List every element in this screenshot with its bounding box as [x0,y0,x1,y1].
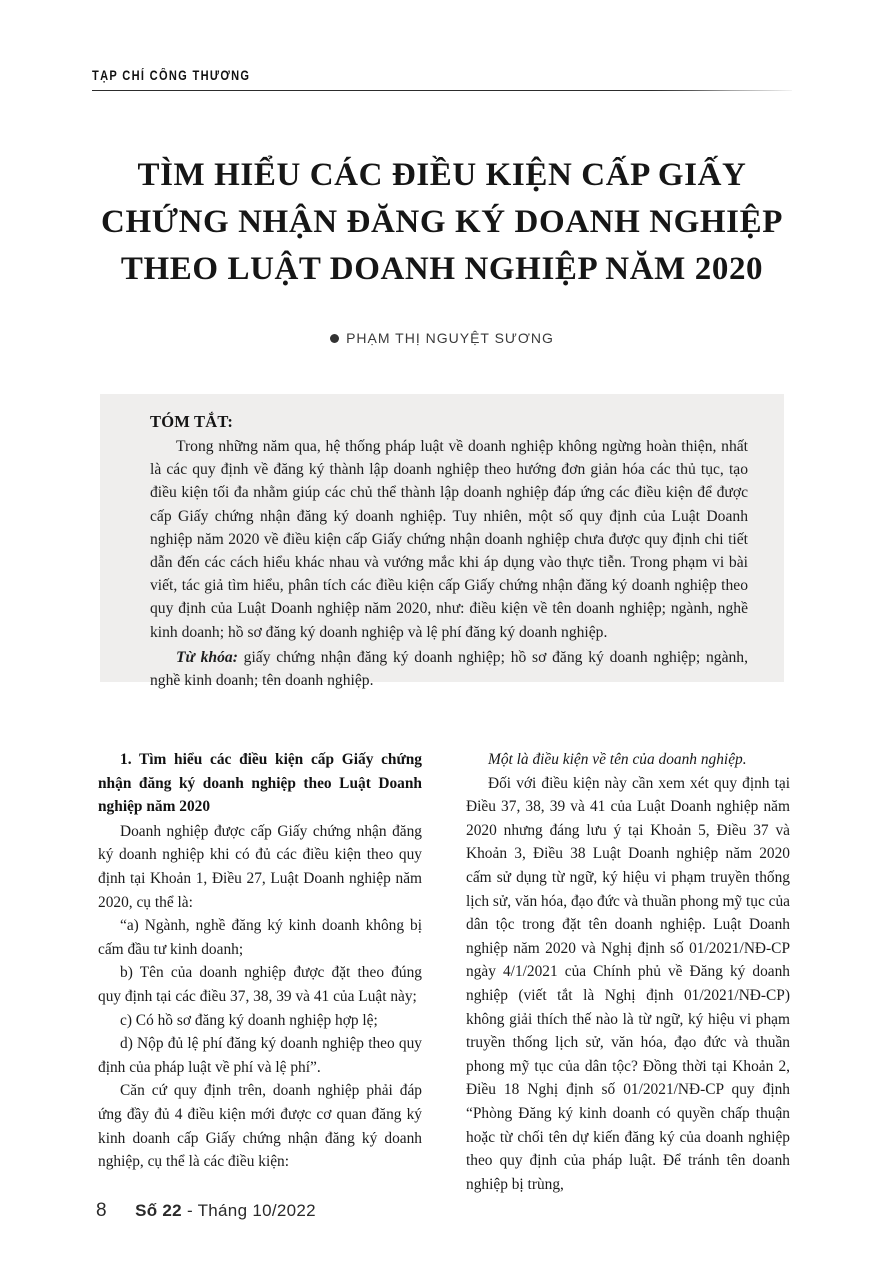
left-column [98,748,422,1178]
left-paragraph-1: Doanh nghiệp được cấp Giấy chứng nhận đăng ký doanh nghiệp khi có đủ các điều kiện theo quy định tại Khoản 1, Điều 27, Luật Doanh nghiệp năm 2020, cụ thể là: [98,822,422,911]
left-paragraph-6: Căn cứ quy định trên, doanh nghiệp phải đáp ứng đầy đủ 4 điều kiện mới được cơ quan đăng ký kinh doanh cấp Giấy chứng nhận đăng ký doanh nghiệp, cụ thể là các điều kiện: [98,1082,422,1171]
right-column [466,748,790,1193]
right-subheading: Một là điều kiện về tên của doanh nghiệp. [488,751,747,768]
author-byline [60,330,824,346]
page-footer [96,1200,316,1222]
running-head [92,68,792,91]
issue-date: - Tháng 10/2022 [186,1201,316,1220]
body-columns [98,748,790,1193]
section-heading: 1. Tìm hiểu các điều kiện cấp Giấy chứng nhận đăng ký doanh nghiệp theo Luật Doanh nghiệp năm 2020 [98,751,422,816]
title-line-3: THEO LUẬT DOANH NGHIỆP NĂM 2020 [120,251,764,287]
journal-name: TẠP CHÍ CÔNG THƯƠNG [92,68,251,83]
header-rule [92,90,792,91]
article-title [60,152,824,293]
left-paragraph-2: “a) Ngành, nghề đăng ký kinh doanh không bị cấm đầu tư kinh doanh; [98,917,422,958]
keywords-text: giấy chứng nhận đăng ký doanh nghiệp; hồ sơ đăng ký doanh nghiệp; ngành, nghề kinh doanh; tên doanh nghiệp. [150,648,748,690]
keywords-label: Từ khóa: [176,648,238,666]
title-line-1: TÌM HIỂU CÁC ĐIỀU KIỆN CẤP GIẤY [137,157,747,193]
left-paragraph-3: b) Tên của doanh nghiệp được đặt theo đúng quy định tại các điều 37, 38, 39 và 41 của Luật này; [98,964,422,1005]
abstract-box [100,394,784,690]
bullet-icon [330,334,339,343]
abstract-body: Trong những năm qua, hệ thống pháp luật về doanh nghiệp không ngừng hoàn thiện, nhất là các quy định về đăng ký thành lập doanh nghiệp theo hướng đơn giản hóa các thủ tục, tạo điều kiện tối đa nhằm giúp các chủ thể thành lập doanh nghiệp đáp ứng các điều kiện để được cấp Giấy chứng nhận đăng ký doanh nghiệp. Tuy nhiên, một số quy định của Luật Doanh nghiệp năm 2020 về điều kiện cấp Giấy chứng nhận doanh nghiệp chưa được quy định chi tiết dẫn đến các cách hiểu khác nhau và vướng mắc khi áp dụng vào thực tiễn. Trong phạm vi bài viết, tác giả tìm hiểu, phân tích các điều kiện cấp Giấy chứng nhận đăng ký doanh nghiệp theo quy định của Luật Doanh nghiệp năm 2020, như: điều kiện về tên doanh nghiệp; ngành, nghề kinh doanh; hồ sơ đăng ký doanh nghiệp và lệ phí đăng ký doanh nghiệp. [150,438,748,641]
page-number: 8 [96,1200,108,1221]
issue-number: Số 22 [135,1201,182,1220]
author-name: PHẠM THỊ NGUYỆT SƯƠNG [346,330,554,346]
left-paragraph-4: c) Có hồ sơ đăng ký doanh nghiệp hợp lệ; [120,1011,378,1029]
abstract-heading: TÓM TẮT: [150,412,234,431]
left-paragraph-5: d) Nộp đủ lệ phí đăng ký doanh nghiệp theo quy định của pháp luật về phí và lệ phí”. [98,1035,422,1076]
right-paragraph-1: Đối với điều kiện này cần xem xét quy định tại Điều 37, 38, 39 và 41 của Luật Doanh nghiệp năm 2020 nhưng đáng lưu ý tại Khoản 5, Điều 37 và Khoản 3, Điều 38 Luật Doanh nghiệp năm 2020 cấm sử dụng từ ngữ, ký hiệu vi phạm truyền thống lịch sử, văn hóa, đạo đức và thuần phong mỹ tục của dân tộc trong đặt tên doanh nghiệp. Luật Doanh nghiệp năm 2020 và Nghị định số 01/2021/NĐ-CP ngày 4/1/2021 của Chính phủ về Đăng ký doanh nghiệp (viết tắt là Nghị định 01/2021/NĐ-CP) không giải thích thế nào là từ ngữ, ký hiệu vi phạm truyền thống lịch sử, văn hóa, đạo đức và thuần phong mỹ tục của dân tộc? Đồng thời tại Khoản 2, Điều 18 Nghị định số 01/2021/NĐ-CP quy định “Phòng Đăng ký kinh doanh có quyền chấp thuận hoặc từ chối tên dự kiến đăng ký của doanh nghiệp theo quy định của pháp luật. Để tránh tên doanh nghiệp bị trùng, [466,774,790,1193]
abstract-keywords [150,646,748,692]
title-line-2: CHỨNG NHẬN ĐĂNG KÝ DOANH NGHIỆP [101,204,783,240]
